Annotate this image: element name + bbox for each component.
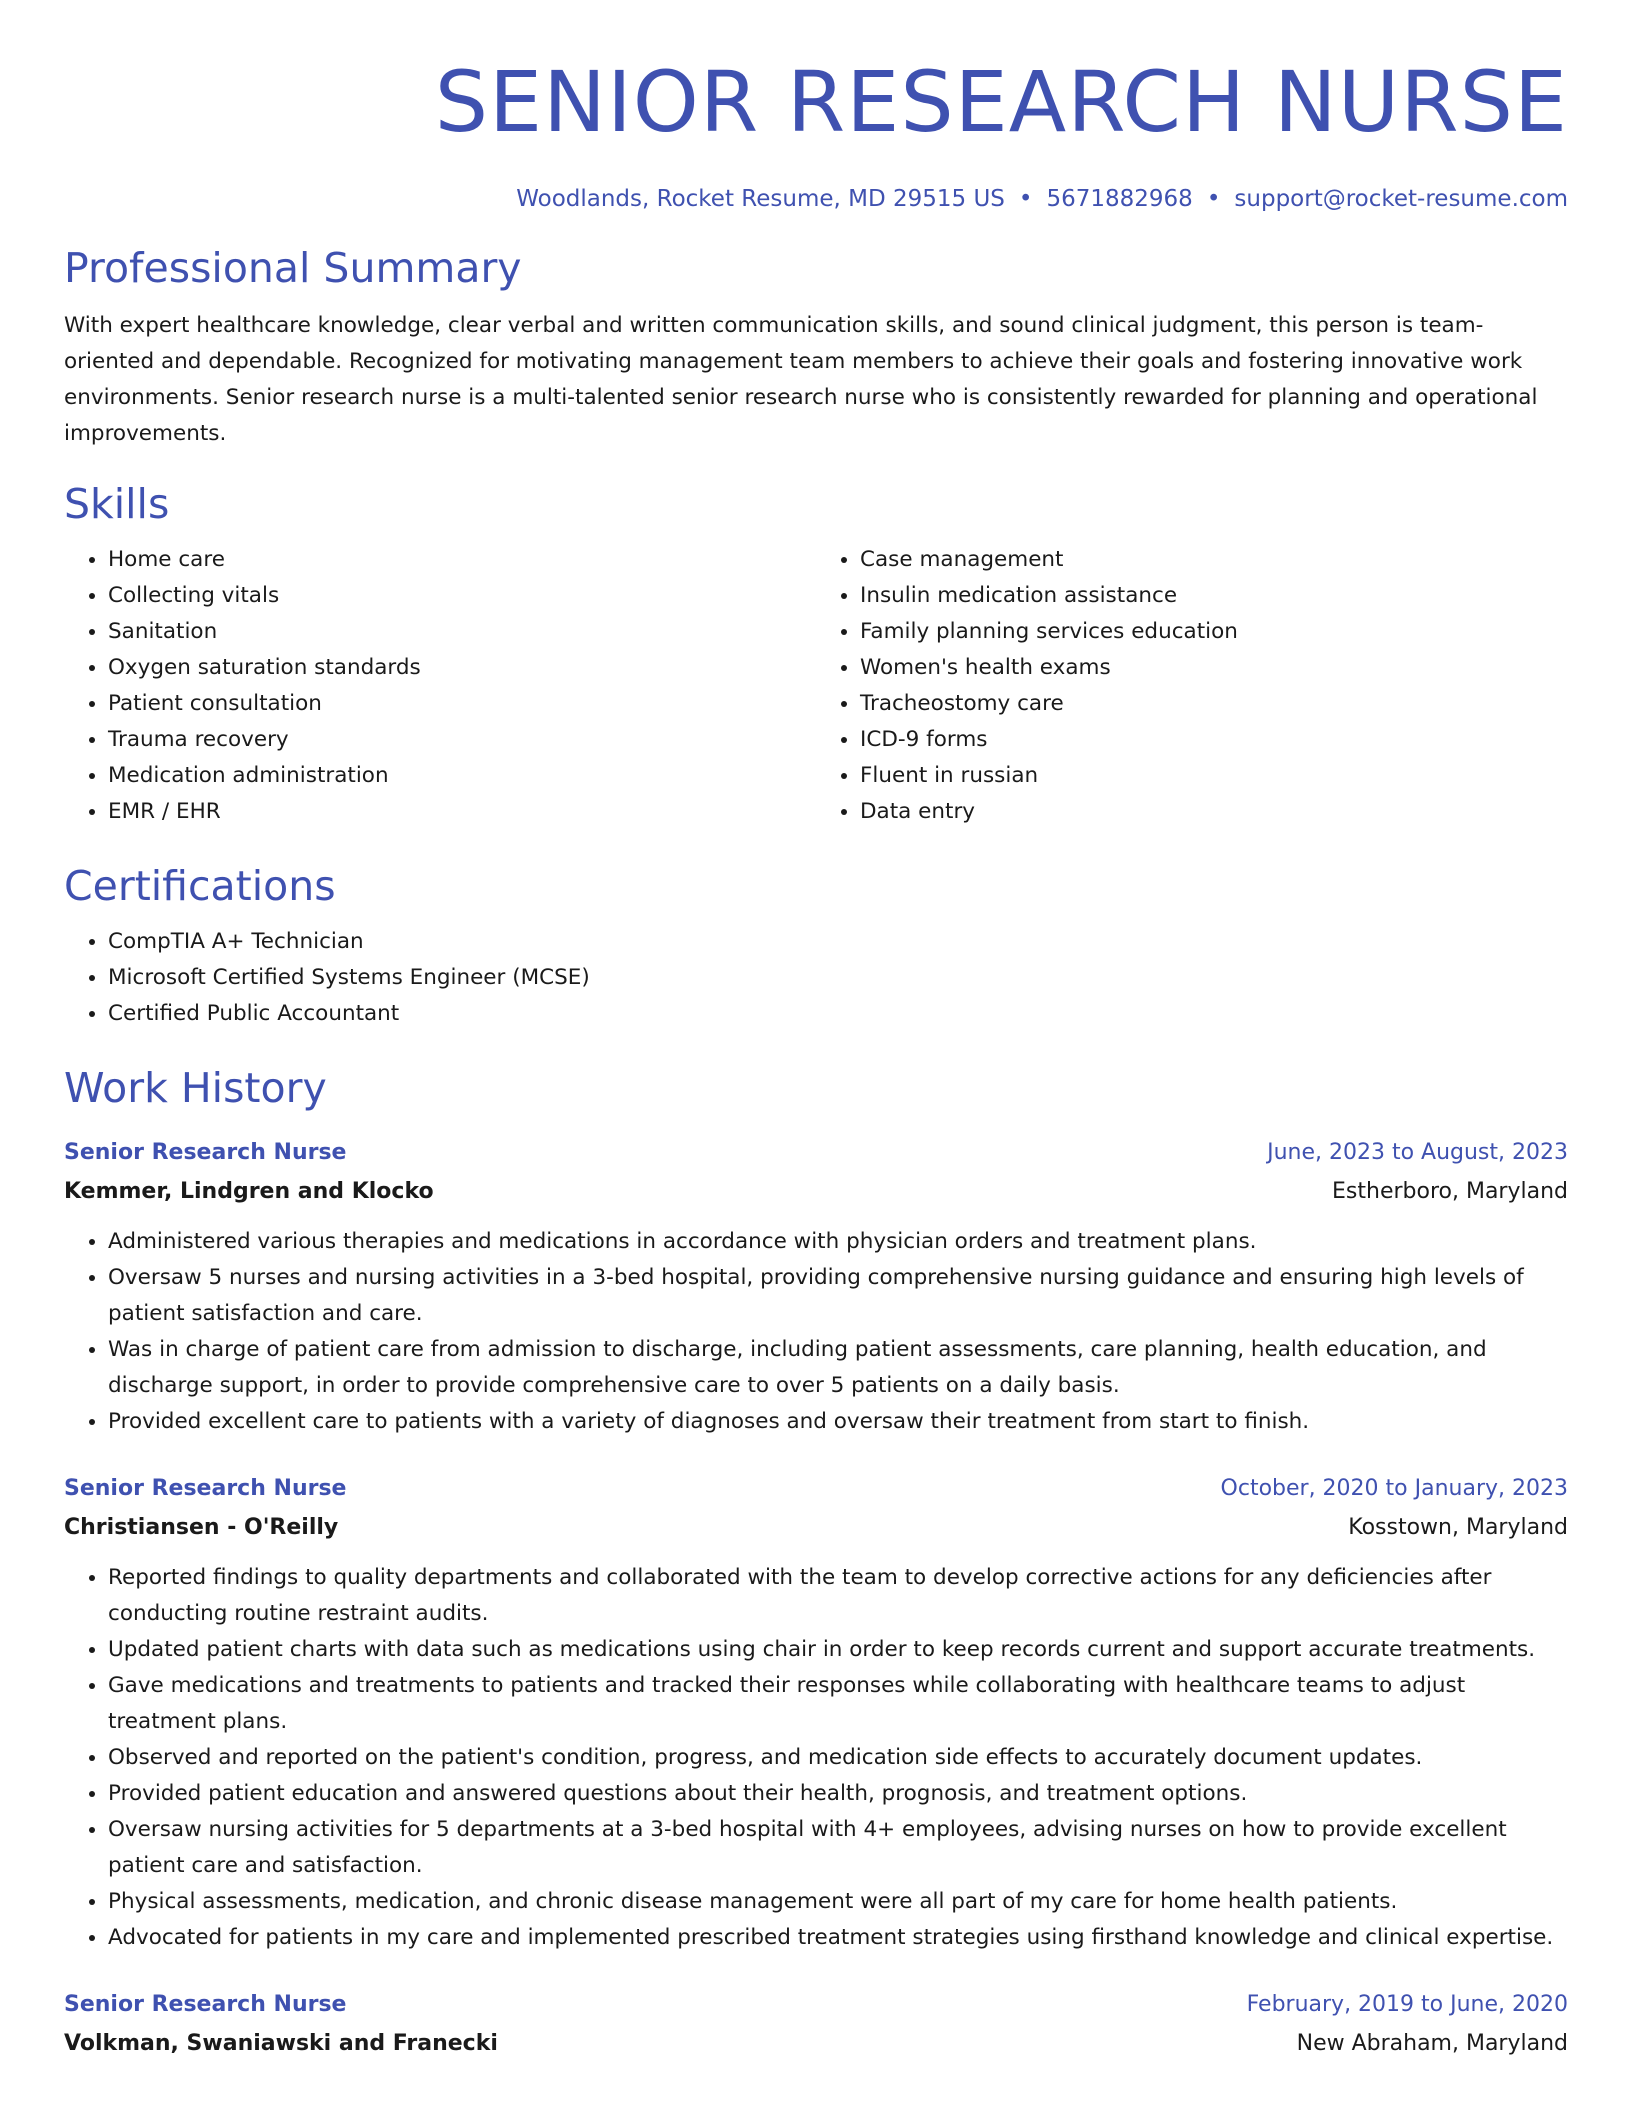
skill-item: • Fluent in russian — [860, 758, 1568, 794]
skill-item: • Data entry — [860, 794, 1568, 830]
skill-item: • ICD-9 forms — [860, 722, 1568, 758]
summary-text: With expert healthcare knowledge, clear verbal and written communication skills, and sound clinical judgment, this person is team-oriented and dependable. Recognized for motivating management team members to achieve their goals and fostering innovative work environments. Senior research nurse is a multi-talented senior research nurse who is consistently rewarded for planning and operational improvements. — [64, 313, 1538, 446]
job-bullets — [64, 1560, 1568, 1956]
skill-item: • Case management — [860, 542, 1568, 578]
section-title-skills: Skills — [64, 480, 170, 528]
contact-line — [64, 184, 1568, 214]
job-dates: February, 2019 to June, 2020 — [1246, 1992, 1568, 2017]
skill-item: • Patient consultation — [108, 686, 816, 722]
skill-item: • Sanitation — [108, 614, 816, 650]
job-bullets — [64, 1224, 1568, 1440]
summary-section — [64, 242, 1568, 452]
contact-separator: • — [1018, 186, 1033, 212]
job-company: Kemmer, Lindgren and Klocko — [64, 1179, 434, 1204]
job-entry — [64, 1134, 1568, 1440]
job-dates: October, 2020 to January, 2023 — [1220, 1476, 1568, 1501]
job-company: Volkman, Swaniawski and Franecki — [64, 2031, 498, 2056]
section-title-certifications: Certifications — [64, 862, 336, 910]
job-company-row — [64, 1172, 1568, 1212]
section-title-summary: Professional Summary — [64, 244, 522, 292]
job-title: Senior Research Nurse — [64, 1140, 347, 1165]
job-dates: June, 2023 to August, 2023 — [1267, 1140, 1568, 1165]
skill-item: • Collecting vitals — [108, 578, 816, 614]
job-bullet: • Provided excellent care to patients with a variety of diagnoses and oversaw their treatment from start to finish. — [108, 1404, 1568, 1440]
certification-item: • Microsoft Certified Systems Engineer (MCSE) — [108, 960, 1568, 996]
skill-item: • Tracheostomy care — [860, 686, 1568, 722]
certifications-list — [64, 924, 1568, 1032]
job-company-row — [64, 2024, 1568, 2064]
skill-item: • Family planning services education — [860, 614, 1568, 650]
resume-header — [64, 0, 1568, 214]
contact-separator: • — [1206, 186, 1221, 212]
job-company-row — [64, 1508, 1568, 1548]
candidate-title: SENIOR RESEARCH NURSE — [434, 53, 1568, 151]
skill-item: • Trauma recovery — [108, 722, 816, 758]
job-entry — [64, 1470, 1568, 1956]
job-bullet: • Provided patient education and answered questions about their health, prognosis, and treatment options. — [108, 1776, 1568, 1812]
job-location: Kosstown, Maryland — [1348, 1515, 1568, 1540]
job-company: Christiansen - O'Reilly — [64, 1515, 339, 1540]
skill-item: • EMR / EHR — [108, 794, 816, 830]
certifications-section — [64, 860, 1568, 1032]
job-title: Senior Research Nurse — [64, 1476, 347, 1501]
job-location: Estherboro, Maryland — [1332, 1179, 1568, 1204]
certification-item: • CompTIA A+ Technician — [108, 924, 1568, 960]
job-bullet: • Reported findings to quality departments and collaborated with the team to develop corrective actions for any deficiencies after conducting routine restraint audits. — [108, 1560, 1568, 1632]
job-bullet: • Physical assessments, medication, and chronic disease management were all part of my care for home health patients. — [108, 1884, 1568, 1920]
job-bullet: • Was in charge of patient care from admission to discharge, including patient assessments, care planning, health education, and discharge support, in order to provide comprehensive care to over 5 patients on a daily basis. — [108, 1332, 1568, 1404]
certification-item: • Certified Public Accountant — [108, 996, 1568, 1032]
contact-phone[interactable]: 5671882968 — [1046, 186, 1193, 212]
section-title-work-history: Work History — [64, 1064, 327, 1112]
job-bullet: • Administered various therapies and medications in accordance with physician orders and treatment plans. — [108, 1224, 1568, 1260]
job-bullet: • Oversaw 5 nurses and nursing activities in a 3-bed hospital, providing comprehensive nursing guidance and ensuring high levels of patient satisfaction and care. — [108, 1260, 1568, 1332]
skills-list-right — [816, 542, 1568, 830]
skill-item: • Women's health exams — [860, 650, 1568, 686]
contact-address: Woodlands, Rocket Resume, MD 29515 US — [516, 186, 1005, 212]
work-history-section — [64, 1062, 1568, 2064]
job-entry — [64, 1986, 1568, 2064]
skill-item: • Medication administration — [108, 758, 816, 794]
skill-item: • Insulin medication assistance — [860, 578, 1568, 614]
skills-section — [64, 478, 1568, 830]
job-header-row — [64, 1986, 1568, 2024]
job-location: New Abraham, Maryland — [1296, 2031, 1568, 2056]
job-title: Senior Research Nurse — [64, 1992, 347, 2017]
job-bullet: • Advocated for patients in my care and implemented prescribed treatment strategies using firsthand knowledge and clinical expertise. — [108, 1920, 1568, 1956]
job-header-row — [64, 1134, 1568, 1172]
job-header-row — [64, 1470, 1568, 1508]
job-bullet: • Updated patient charts with data such as medications using chair in order to keep records current and support accurate treatments. — [108, 1632, 1568, 1668]
skills-list-left — [64, 542, 816, 830]
skills-columns — [64, 542, 1568, 830]
job-bullet: • Observed and reported on the patient's condition, progress, and medication side effects to accurately document updates. — [108, 1740, 1568, 1776]
skill-item: • Home care — [108, 542, 816, 578]
skill-item: • Oxygen saturation standards — [108, 650, 816, 686]
job-bullet: • Oversaw nursing activities for 5 departments at a 3-bed hospital with 4+ employees, advising nurses on how to provide excellent patient care and satisfaction. — [108, 1812, 1568, 1884]
contact-email[interactable]: support@rocket-resume.com — [1234, 186, 1568, 212]
resume-page — [64, 0, 1568, 2064]
job-bullet: • Gave medications and treatments to patients and tracked their responses while collaborating with healthcare teams to adjust treatment plans. — [108, 1668, 1568, 1740]
